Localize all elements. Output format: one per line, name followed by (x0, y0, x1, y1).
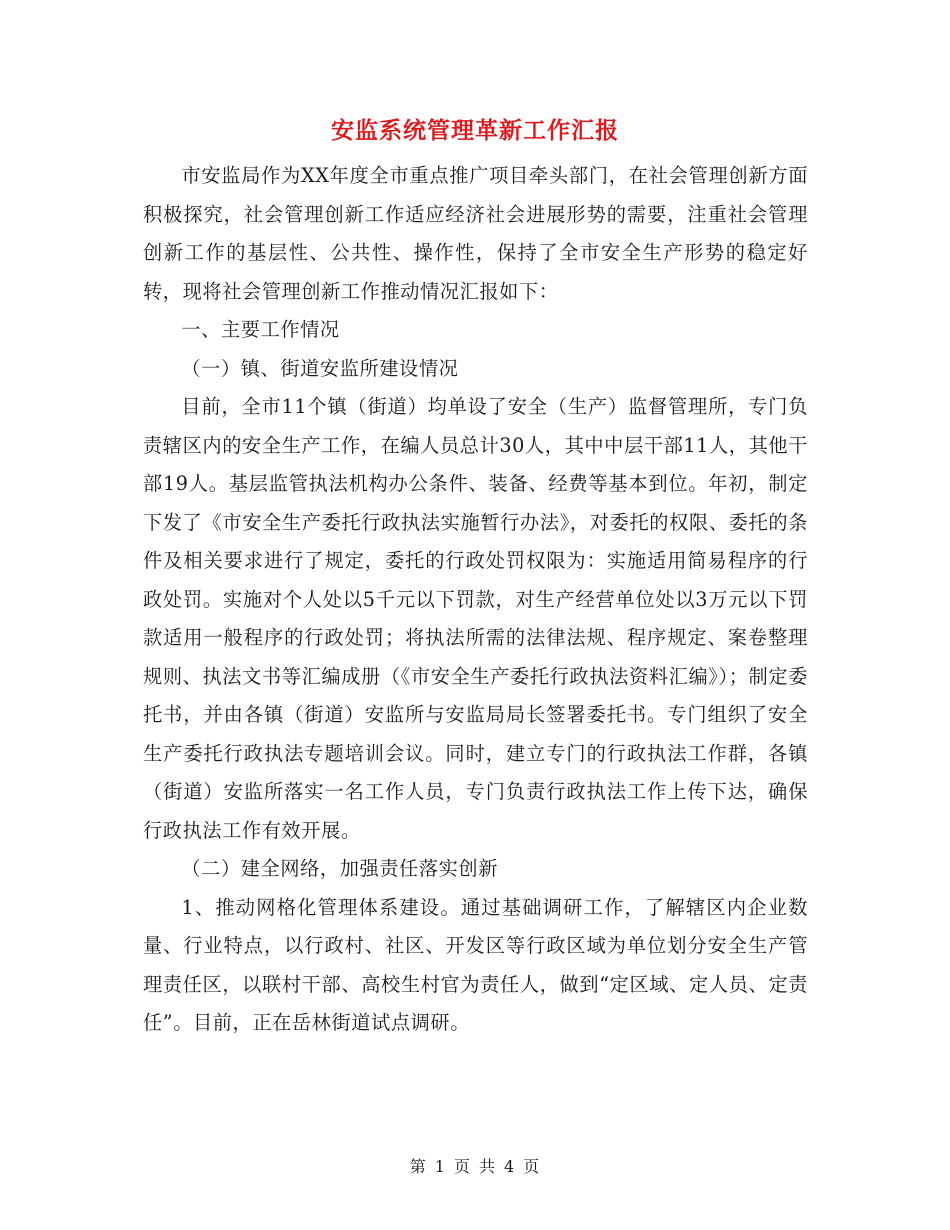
footer-page-label: 页 (453, 1157, 471, 1176)
page-number-total: 4 (504, 1157, 516, 1176)
intro-paragraph: 市安监局作为XX年度全市重点推广项目牵头部门，在社会管理创新方面积极探究，社会管理创新工作适应经济社会进展形势的需要，注重社会管理创新工作的基层性、公共性、操作性，保持了全市安全生产形势的稳定好转，现将社会管理创新工作推动情况汇报如下： (143, 164, 808, 303)
subsection-heading-2: （二）建全网络，加强责任落实创新 (181, 857, 498, 880)
body-paragraph-2: 1、推动网格化管理体系建设。通过基础调研工作，了解辖区内企业数量、行业特点，以行政村、社区、开发区等行政区域为单位划分安全生产管理责任区，以联村干部、高校生村官为责任人，做到“定区域、定人员、定责任”。目前，正在岳林街道试点调研。 (143, 895, 808, 1034)
body-paragraph-1: 目前，全市11个镇（街道）均单设了安全（生产）监督管理所，专门负责辖区内的安全生产工作，在编人员总计30人，其中中层干部11人，其他干部19人。基层监管执法机构办公条件、装备、经费等基本到位。年初，制定下发了《市安全生产委托行政执法实施暂行办法》，对委托的权限、委托的条件及相关要求进行了规定，委托的行政处罚权限为：实施适用简易程序的行政处罚。实施对个人处以5千元以下罚款，对生产经营单位处以3万元以下罚款适用一般程序的行政处罚；将执法所需的法律法规、程序规定、案卷整理规则、执法文书等汇编成册（《市安全生产委托行政执法资料汇编》）；制定委托书，并由各镇（街道）安监所与安监局局长签署委托书。专门组织了安全生产委托行政执法专题培训会议。同时，建立专门的行政执法工作群，各镇（街道）安监所落实一名工作人员，专门负责行政执法工作上传下达，确保行政执法工作有效开展。 (143, 395, 808, 842)
document-body (143, 157, 808, 1043)
page-number-current: 1 (434, 1157, 446, 1176)
subsection-heading-1: （一）镇、街道安监所建设情况 (181, 356, 459, 380)
footer-suffix: 页 (523, 1157, 541, 1176)
document-title: 安监系统管理革新工作汇报 (331, 117, 619, 144)
page-footer (0, 1154, 950, 1177)
footer-prefix: 第 (409, 1157, 427, 1176)
section-heading-main-work: 一、主要工作情况 (181, 318, 340, 341)
footer-total-prefix: 共 (479, 1157, 497, 1176)
